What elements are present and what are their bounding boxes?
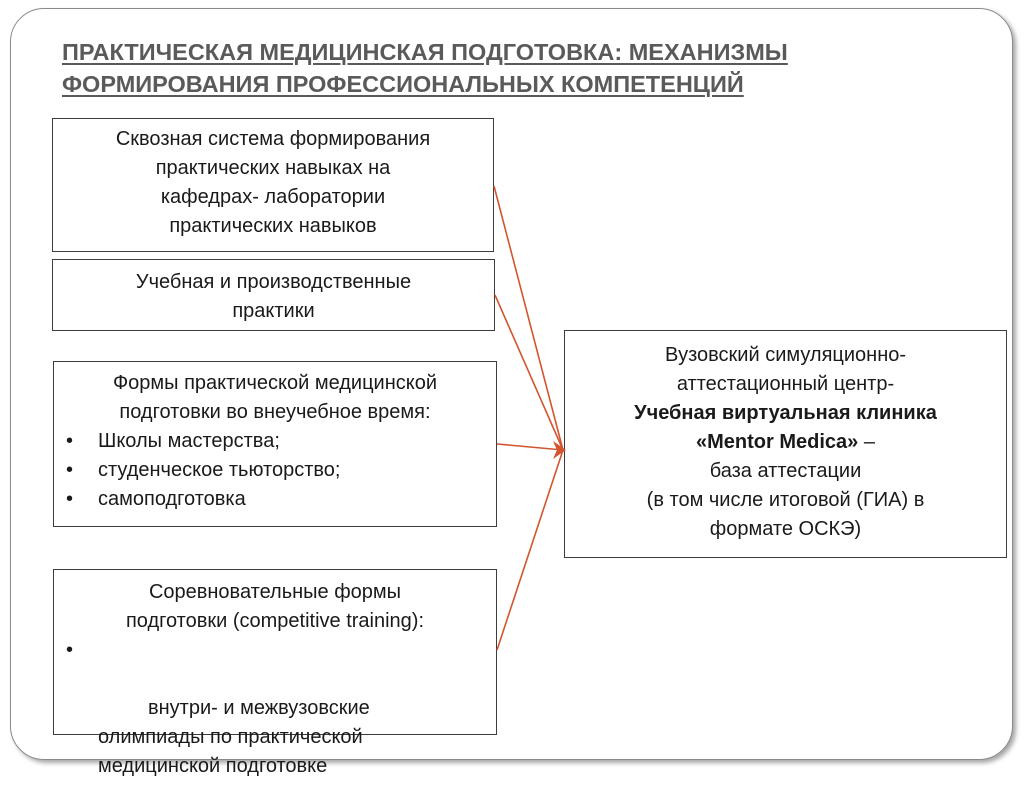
bullet-icon: • [66,430,74,452]
box-simulation-center [564,330,1007,558]
bullet-icon: • [66,459,74,481]
box2-line: практики [232,300,315,322]
box5-clinic-name: Учебная виртуальная клиника [634,402,937,424]
box3-heading-line: подготовки во внеучебное время: [119,401,431,423]
box5-line: база аттестации [709,460,862,482]
bullet-icon: • [66,639,74,661]
slide-title [62,36,962,100]
box-competitive-training [53,569,497,777]
bullet-icon: • [66,488,74,510]
box1-line: кафедрах- лаборатории [160,186,386,208]
box4-bullet-list [54,636,496,810]
box1-line: практических навыках на [155,157,391,179]
list-item-text: самоподготовка [98,488,246,510]
list-item-text: Школы мастерства; [98,430,280,452]
brand-name: «Mentor Medica» [696,431,859,453]
box5-line: аттестационный центр- [676,373,895,395]
box-skill-labs [52,118,494,252]
box1-line: Сквозная система формирования [115,128,431,150]
list-item [54,456,496,485]
list-item [54,485,496,514]
brand-dash: – [858,431,875,453]
title-line-2: ФОРМИРОВАНИЯ ПРОФЕССИОНАЛЬНЫХ КОМПЕТЕНЦИЙ [62,71,744,97]
list-item-text: студенческое тьюторство; [98,459,341,481]
box5-line: (в том числе итоговой (ГИА) в [646,489,925,511]
title-line-1: ПРАКТИЧЕСКАЯ МЕДИЦИНСКАЯ ПОДГОТОВКА: МЕХАНИЗМЫ [62,39,788,65]
box4-heading-line: подготовки (competitive training): [125,610,425,632]
list-item [54,427,496,456]
box4-heading-line: Соревновательные формы [148,581,402,603]
box1-line: практических навыков [169,215,377,237]
box3-heading-line: Формы практической медицинской [112,372,438,394]
box-practices [52,259,495,331]
box2-line: Учебная и производственные [135,271,412,293]
list-item-text: внутри- и межвузовские олимпиады по практической медицинской подготовке [98,697,376,777]
box5-brand-line [565,428,1006,457]
list-item [54,636,496,810]
box3-bullet-list [54,427,496,514]
box-extracurricular-forms [53,361,497,527]
box5-line: Вузовский симуляционно- [664,344,907,366]
box5-line: формате ОСКЭ) [709,518,862,540]
